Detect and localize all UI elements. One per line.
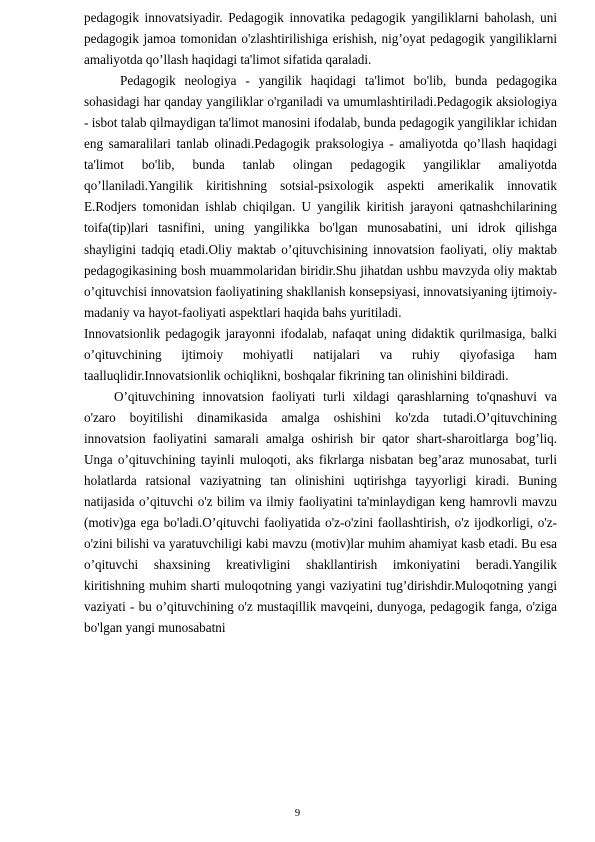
paragraph-3: Innovatsionlik pedagogik jarayonni ifodalab, nafaqat uning didaktik qurilmasiga, balki o’qituvchining ijtimoiy mohiyatli natijalari va ruhiy qiyofasiga ham taalluqlidir.Innovatsionlik ochiqlikni, boshqalar fikrining tan olinishini bildiradi. <box>84 325 557 383</box>
paragraph-4: O’qituvchining innovatsion faoliyati turli xildagi qarashlarning to'qnashuvi va o'zaro boyitilishi dinamikasida amalga oshishini ko'zda tutadi.O’qituvchining innovatsion faoliyatini samarali amalga oshirish bir qator shart-sharoitlarga bog’liq. Unga o’qituvchining tayinli muloqoti, aks fikrlarga nisbatan beg’araz munosabat, turli holatlarda ratsional vaziyatning tan olinishini uqtirishga tayyorligi kiradi. Buning natijasida o’qituvchi o'z bilim va ilmiy faoliyatini ta'minlaydigan keng hamrovli mavzu (motiv)ga ega bo'ladi.O’qituvchi faoliyatida o'z-o'zini faollashtirish, o'z ijodkorligi, o'z-o'zini bilishi va yaratuvchiligi kabi mavzu (motiv)lar muhim ahamiyat kasb etadi. Bu esa o’qituvchi shaxsining kreativligini shakllantirish imkoniyatini beradi.Yangilik kiritishning muhim sharti muloqotning yangi vaziyatini tug’dirishdir.Muloqotning yangi vaziyati - bu o’qituvchining o'z mustaqillik mavqeini, dunyoga, pedagogik fanga, o'ziga bo'lgan yangi munosabatni <box>84 388 557 636</box>
page-number: 9 <box>294 808 301 819</box>
body-text <box>84 7 557 638</box>
paragraph-2: Pedagogik neologiya - yangilik haqidagi ta'limot bo'lib, bunda pedagogika sohasidagi har qanday yangiliklar o'rganiladi va umumlashtiriladi.Pedagogik aksiologiya - isbot talab qilmaydigan ta'limot manosini ifodalab, bunda pedagogik yangiliklar ichidan eng samaralilari tanlab olinadi.Pedagogik praksologiya - amaliyotda qo’llash haqidagi ta'limot bo'lib, bunda tanlab olingan pedagogik yangiliklar amaliyotda qo’llaniladi.Yangilik kiritishning sotsial-psixologik aspekti amerikalik innovatik E.Rodjers tomonidan ishlab chiqilgan. U yangilik kiritish jarayoni qatnashchilarining toifa(tip)lari tasnifini, uning yangilikka bo'lgan munosabatini, uni idrok qilishga shayligini tadqiq etadi.Oliy maktab o’qituvchisining innovatsion faoliyati, oliy maktab pedagogikasining bosh muammolaridan biridir.Shu jihatdan ushbu mavzyda oliy maktab o’qituvchisi innovatsion faoliyatining shakllanish konsepsiyasi, innovatsiyaning ijtimoiy-madaniy va hayot-faoliyati aspektlari haqida bahs yuritiladi. <box>84 73 557 320</box>
paragraph-1: pedagogik innovatsiyadir. Pedagogik innovatika pedagogik yangiliklarni baholash, uni pedagogik jamoa tomonidan o'zlashtirilishiga erishish, nig’oyat pedagogik yangiliklarni amaliyotda qo’llash haqidagi ta'limot sifatida qaraladi. <box>84 10 557 68</box>
